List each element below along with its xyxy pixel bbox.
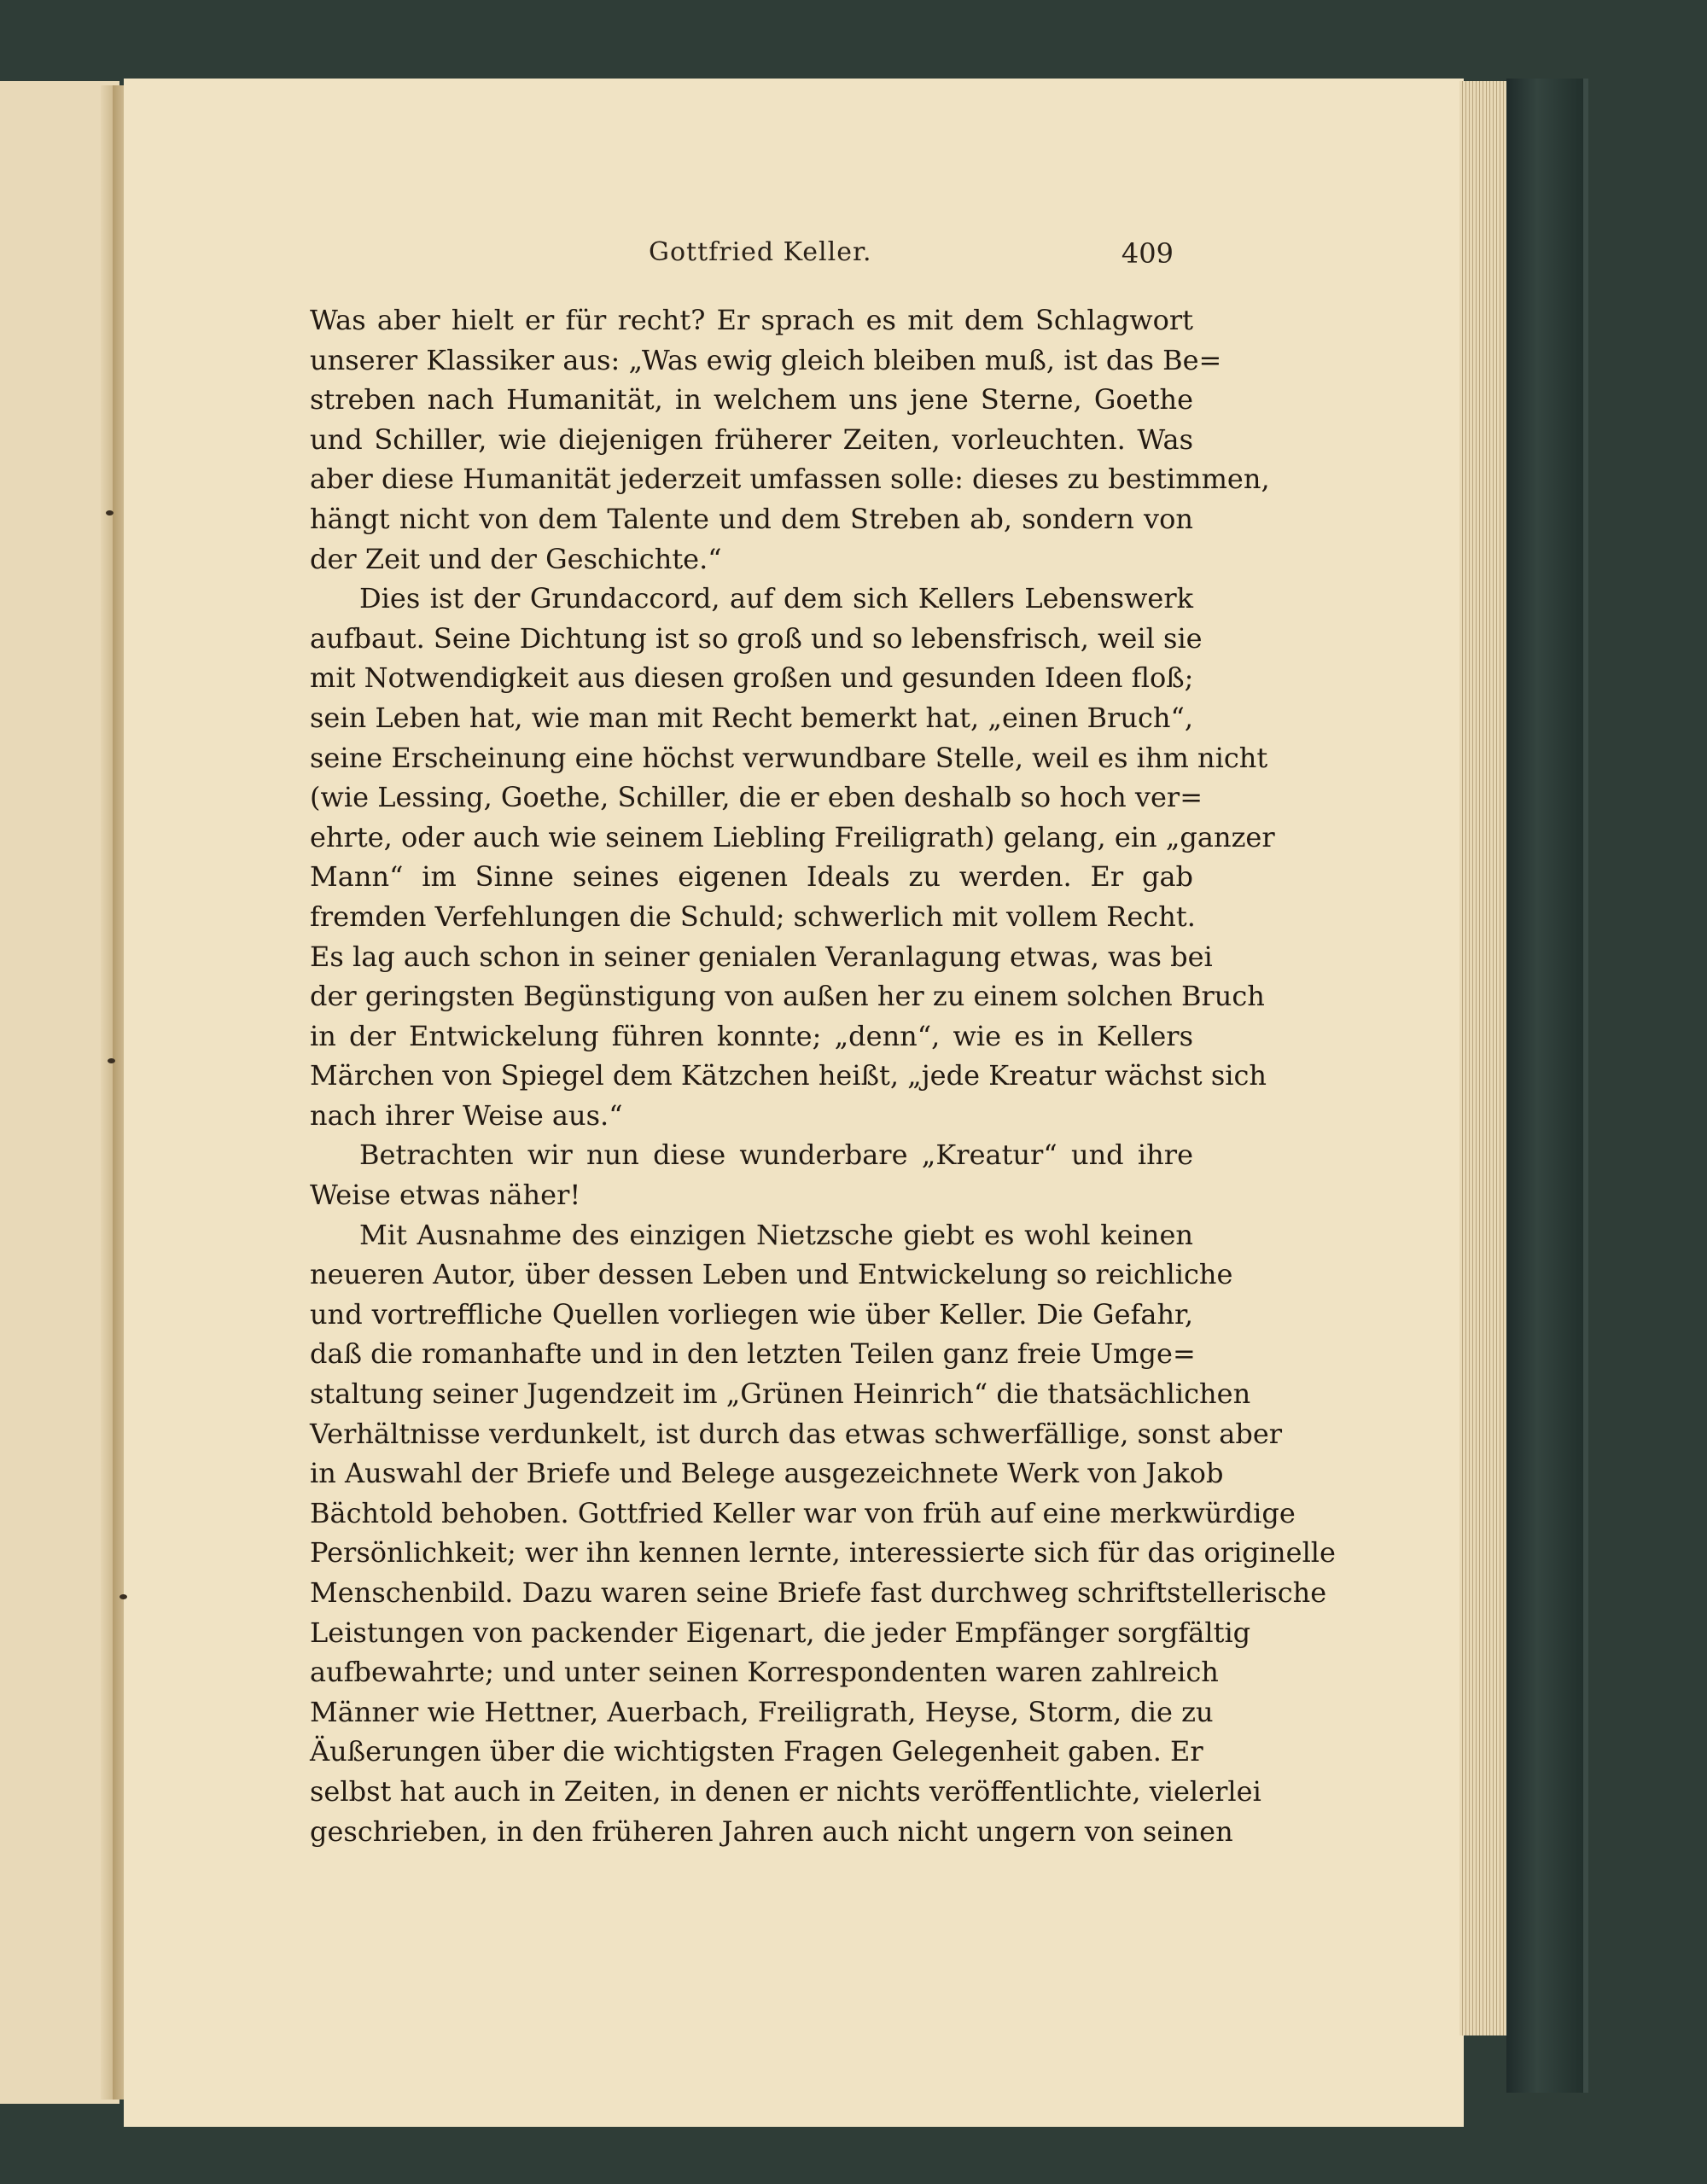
margin-mark bbox=[119, 1594, 127, 1599]
text-line: seine Erscheinung eine höchst verwundbare Stelle, weil es ihm nicht bbox=[310, 741, 1268, 774]
text-line: Betrachten wir nun diese wunderbare „Kreatur“ und ihre bbox=[359, 1139, 1193, 1172]
text-line: Dies ist der Grundaccord, auf dem sich Kellers Lebenswerk bbox=[359, 582, 1193, 615]
text-line: hängt nicht von dem Talente und dem Streben ab, sondern von bbox=[310, 502, 1193, 535]
text-line: aber diese Humanität jederzeit umfassen solle: dieses zu bestimmen, bbox=[310, 463, 1270, 496]
margin-mark bbox=[106, 510, 114, 515]
text-line: daß die romanhafte und in den letzten Teilen ganz freie Umge= bbox=[310, 1337, 1196, 1371]
margin-mark bbox=[108, 1058, 115, 1063]
text-line: der Zeit und der Geschichte.“ bbox=[310, 542, 722, 575]
running-title: Gottfried Keller. bbox=[649, 237, 872, 267]
text-line: Mit Ausnahme des einzigen Nietzsche giebt es wohl keinen bbox=[359, 1218, 1193, 1251]
text-line: der geringsten Begünstigung von außen her zu einem solchen Bruch bbox=[310, 980, 1265, 1013]
text-line: neueren Autor, über dessen Leben und Entwickelung so reichliche bbox=[310, 1258, 1233, 1291]
text-line: sein Leben hat, wie man mit Recht bemerkt hat, „einen Bruch“, bbox=[310, 701, 1193, 734]
text-line: und vortreffliche Quellen vorliegen wie über Keller. Die Gefahr, bbox=[310, 1297, 1193, 1331]
text-line: in Auswahl der Briefe und Belege ausgezeichnete Werk von Jakob bbox=[310, 1457, 1224, 1490]
text-line: aufbewahrte; und unter seinen Korrespondenten waren zahlreich bbox=[310, 1656, 1219, 1689]
text-line: staltung seiner Jugendzeit im „Grünen Heinrich“ die thatsächlichen bbox=[310, 1377, 1251, 1411]
text-line: Es lag auch schon in seiner genialen Veranlagung etwas, was bei bbox=[310, 940, 1213, 973]
text-line: Märchen von Spiegel dem Kätzchen heißt, „jede Kreatur wächst sich bbox=[310, 1059, 1267, 1092]
page-stack-edge bbox=[1459, 81, 1511, 2035]
text-line: Weise etwas näher! bbox=[310, 1179, 581, 1212]
running-head bbox=[307, 237, 1174, 271]
text-line: Leistungen von packender Eigenart, die jeder Empfänger sorgfältig bbox=[310, 1616, 1251, 1649]
text-line: Männer wie Hettner, Auerbach, Freiligrath, Heyse, Storm, die zu bbox=[310, 1695, 1214, 1728]
text-line: Persönlichkeit; wer ihn kennen lernte, interessierte sich für das originelle bbox=[310, 1536, 1336, 1570]
text-line: Menschenbild. Dazu waren seine Briefe fast durchweg schriftstellerische bbox=[310, 1576, 1327, 1609]
text-line: Äußerungen über die wichtigsten Fragen Gelegenheit gaben. Er bbox=[310, 1735, 1203, 1768]
book-cover-edge bbox=[1506, 79, 1588, 2093]
text-line: Mann“ im Sinne seines eigenen Ideals zu werden. Er gab bbox=[310, 860, 1193, 894]
text-line: und Schiller, wie diejenigen früherer Zeiten, vorleuchten. Was bbox=[310, 422, 1193, 456]
text-line: unserer Klassiker aus: „Was ewig gleich bleiben muß, ist das Be= bbox=[310, 343, 1222, 376]
text-line: Verhältnisse verdunkelt, ist durch das etwas schwerfällige, sonst aber bbox=[310, 1417, 1283, 1450]
text-line: fremden Verfehlungen die Schuld; schwerlich mit vollem Recht. bbox=[310, 900, 1196, 933]
page-number: 409 bbox=[1121, 237, 1174, 270]
body-text bbox=[310, 300, 1336, 1851]
text-line: Was aber hielt er für recht? Er sprach es mit dem Schlagwort bbox=[310, 304, 1193, 336]
text-line: selbst hat auch in Zeiten, in denen er nichts veröffentlichte, vielerlei bbox=[310, 1774, 1261, 1808]
text-line: streben nach Humanität, in welchem uns jene Sterne, Goethe bbox=[310, 383, 1193, 416]
text-line: (wie Lessing, Goethe, Schiller, die er eben deshalb so hoch ver= bbox=[310, 781, 1203, 814]
text-line: nach ihrer Weise aus.“ bbox=[310, 1098, 623, 1132]
text-line: ehrte, oder auch wie seinem Liebling Freiligrath) gelang, ein „ganzer bbox=[310, 820, 1275, 853]
text-line: aufbaut. Seine Dichtung ist so groß und so lebensfrisch, weil sie bbox=[310, 621, 1203, 655]
text-line: geschrieben, in den früheren Jahren auch nicht ungern von seinen bbox=[310, 1814, 1233, 1848]
text-line: Bächtold behoben. Gottfried Keller war von früh auf eine merkwürdige bbox=[310, 1496, 1296, 1529]
text-line: in der Entwickelung führen konnte; „denn“, wie es in Kellers bbox=[310, 1019, 1193, 1052]
text-line: mit Notwendigkeit aus diesen großen und gesunden Ideen floß; bbox=[310, 661, 1194, 695]
